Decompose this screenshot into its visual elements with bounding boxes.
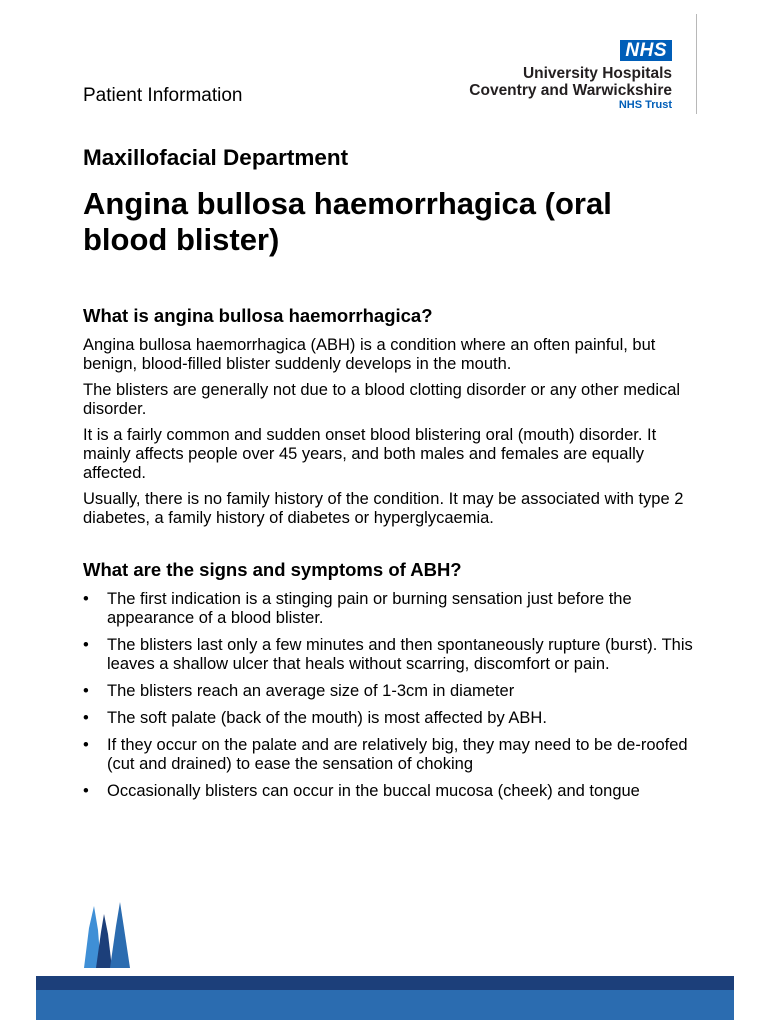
logo-line-region: Coventry and Warwickshire [469, 82, 672, 99]
bullet-icon: • [83, 709, 89, 727]
paragraph: Usually, there is no family history of the condition. It may be associated with type 2 diabetes, a family history of diabetes or hyperglycaemia. [83, 490, 684, 527]
symptoms-list [83, 590, 698, 801]
list-item [83, 636, 698, 674]
document-body [83, 304, 698, 809]
list-item-text: The soft palate (back of the mouth) is most affected by ABH. [107, 709, 547, 727]
department-heading: Maxillofacial Department [83, 145, 349, 170]
bullet-icon: • [83, 590, 89, 608]
paragraph: It is a fairly common and sudden onset blood blistering oral (mouth) disorder. It mainly affects people over 45 years, and both males and females are equally affected. [83, 426, 657, 482]
section-heading: What is angina bullosa haemorrhagica? [83, 305, 433, 326]
nhs-logo-badge: NHS [620, 40, 672, 61]
bullet-icon: • [83, 736, 89, 754]
paragraph: The blisters are generally not due to a blood clotting disorder or any other medical disorder. [83, 381, 681, 418]
paragraph: Angina bullosa haemorrhagica (ABH) is a condition where an often painful, but benign, blood-filled blister suddenly develops in the mouth. [83, 336, 656, 373]
section-heading: What are the signs and symptoms of ABH? [83, 559, 462, 580]
spire-shape [110, 902, 130, 968]
list-item-text: The blisters reach an average size of 1-3cm in diameter [107, 682, 515, 700]
list-item-text: If they occur on the palate and are relatively big, they may need to be de-roofed (cut and drained) to ease the sensation of choking [107, 736, 688, 773]
list-item-text: The blisters last only a few minutes and then spontaneously rupture (burst). This leaves a shallow ulcer that heals without scarring, discomfort or pain. [107, 636, 693, 673]
patient-information-label: Patient Information [83, 85, 243, 106]
footer-band-top [36, 976, 734, 990]
header-divider [696, 14, 697, 114]
logo-line-trust: NHS Trust [618, 99, 672, 111]
bullet-icon: • [83, 682, 89, 700]
page-title: Angina bullosa haemorrhagica (oral blood blister) [83, 186, 612, 257]
nhs-trust-logo [469, 40, 672, 112]
list-item-text: Occasionally blisters can occur in the buccal mucosa (cheek) and tongue [107, 782, 640, 800]
list-item-text: The first indication is a stinging pain or burning sensation just before the appearance of a blood blister. [107, 590, 632, 627]
bullet-icon: • [83, 636, 89, 654]
list-item [83, 682, 698, 701]
list-item [83, 736, 698, 774]
footer-spires-graphic [0, 896, 768, 1024]
section-what-is-abh [83, 304, 698, 528]
logo-line-hospitals: University Hospitals [522, 65, 672, 82]
section-signs-symptoms [83, 558, 698, 801]
list-item [83, 782, 698, 801]
bullet-icon: • [83, 782, 89, 800]
footer-band-bottom [36, 990, 734, 1020]
list-item [83, 590, 698, 628]
list-item [83, 709, 698, 728]
